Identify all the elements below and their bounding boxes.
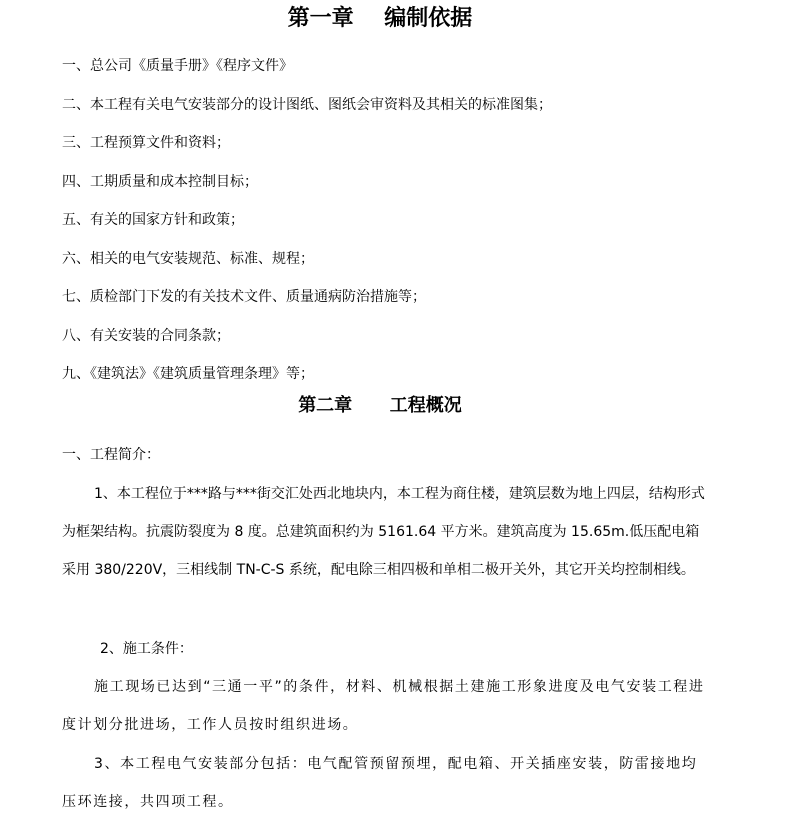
basis-item-3: 三、工程预算文件和资料；	[62, 135, 230, 151]
basis-item-8: 八、有关安装的合同条款；	[62, 328, 230, 344]
basis-item-5: 五、有关的国家方针和政策；	[62, 212, 244, 228]
paragraph-construction-conditions: 施工现场已达到“三通一平”的条件，材料、机械根据土建施工形象进度及电气安装工程进度计划分批进场，工作人员按时组织进场。	[62, 679, 705, 733]
chapter-2-title: 第二章 工程概况	[298, 395, 462, 416]
chapter-1-title: 第一章 编制依据	[287, 5, 473, 31]
basis-item-4: 四、工期质量和成本控制目标；	[62, 174, 258, 190]
basis-item-6: 六、相关的电气安装规范、标准、规程；	[62, 251, 314, 267]
basis-item-7: 七、质检部门下发的有关技术文件、质量通病防治措施等；	[62, 289, 426, 305]
basis-item-2: 二、本工程有关电气安装部分的设计图纸、图纸会审资料及其相关的标准图集；	[62, 97, 552, 113]
basis-item-9: 九、《建筑法》《建筑质量管理条理》等；	[62, 366, 314, 382]
basis-item-1: 一、总公司《质量手册》《程序文件》	[62, 58, 293, 74]
paragraph-project-overview: 1、本工程位于***路与***街交汇处西北地块内，本工程为商住楼，建筑层数为地上四层，结构形式为框架结构。抗震防裂度为 8 度。总建筑面积约为 5161.64 平方米。建筑高度为 15.65m.低压配电箱采用 380/220V，三相线制 TN-C-S 系统，配电除三相四极和单相二极开关外，其它开关均控制相线。	[62, 486, 705, 578]
section-heading-project-intro: 一、工程简介：	[62, 447, 160, 463]
paragraph-installation-scope: 3、本工程电气安装部分包括：电气配管预留预埋，配电箱、开关插座安装，防雷接地均压环连接，共四项工程。	[62, 756, 698, 810]
subheading-construction-conditions: 2、施工条件：	[100, 641, 193, 657]
